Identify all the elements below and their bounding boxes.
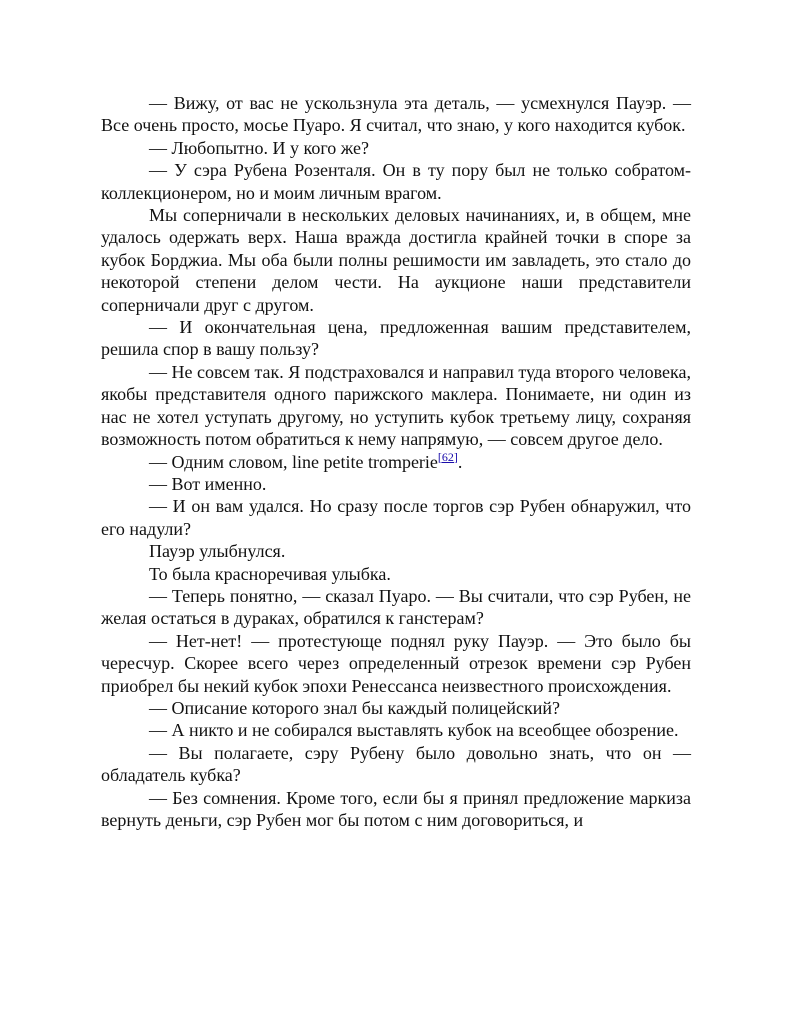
paragraph: — Без сомнения. Кроме того, если бы я принял предложение маркиза вернуть деньги, сэр Рубен мог бы потом с ним договориться, и [101, 787, 691, 830]
paragraph: То была красноречивая улыбка. [149, 563, 391, 584]
paragraph: — Теперь понятно, — сказал Пуаро. — Вы считали, что сэр Рубен, не желая остаться в дураках, обратился к ганстерам? [101, 585, 691, 629]
paragraph: — Вы полагаете, сэру Рубену было довольно знать, что он — обладатель кубка? [101, 742, 691, 786]
paragraph-with-footnote [101, 451, 691, 473]
paragraph: — Любопытно. И у кого же? [149, 137, 369, 158]
paragraph: Мы соперничали в нескольких деловых начинаниях, и, в общем, мне удалось одержать верх. Наша вражда достигла крайней точки в споре за кубок Борджиа. Мы оба были полны решимости им завладеть, это стало до некоторой степени делом чести. На аукционе наши представители соперничали друг с другом. [101, 205, 691, 315]
paragraph: — У сэра Рубена Розенталя. Он в ту пору был не только собратом-коллекционером, но и моим личным врагом. [101, 160, 691, 203]
paragraph: — Вижу, от вас не ускользнула эта деталь, — усмехнулся Пауэр. — Все очень просто, мосье Пуаро. Я считал, что знаю, у кого находится кубок. [101, 93, 691, 136]
paragraph: — Не совсем так. Я подстраховался и направил туда второго человека, якобы представителя одного парижского маклера. Понимаете, ни один из нас не хотел уступать другому, но уступить кубок третьему лицу, сохраняя возможность потом обратиться к нему напрямую, — совсем другое дело. [101, 361, 691, 450]
document-page [101, 92, 691, 831]
paragraph-text-end: . [457, 451, 463, 472]
paragraph: — И он вам удался. Но сразу после торгов сэр Рубен обнаружил, что его надули? [101, 496, 691, 539]
paragraph: — Описание которого знал бы каждый полицейский? [149, 697, 561, 718]
paragraph: — И окончательная цена, предложенная вашим представителем, решила спор в вашу пользу? [101, 317, 691, 360]
paragraph: — Нет-нет! — протестующе поднял руку Пауэр. — Это было бы чересчур. Скорее всего через определенный отрезок времени сэр Рубен приобрел бы некий кубок эпохи Ренессанса неизвестного происхождения. [101, 630, 691, 696]
footnote-link[interactable]: [62] [437, 449, 458, 464]
paragraph: Пауэр улыбнулся. [149, 541, 286, 562]
paragraph-text: — Одним словом, line petite tromperie [149, 451, 438, 472]
paragraph: — Вот именно. [149, 473, 267, 494]
paragraph: — А никто и не собирался выставлять кубок на всеобщее обозрение. [149, 720, 679, 741]
